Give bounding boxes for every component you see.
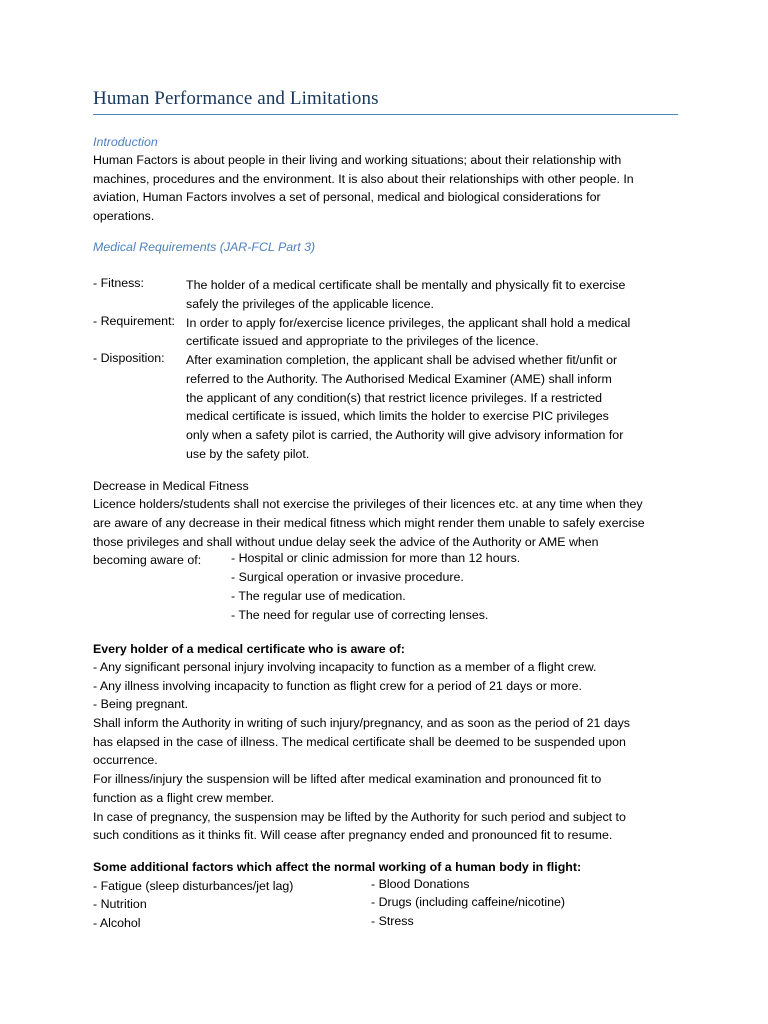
- holder-line: - Being pregnant.: [93, 697, 189, 711]
- holder-line: - Any illness involving incapacity to function as flight crew for a period of 21 days or more.: [93, 679, 582, 693]
- holder-line: In case of pregnancy, the suspension may be lifted by the Authority for such period and subject to: [93, 810, 626, 824]
- holder-heading: Every holder of a medical certificate who is aware of:: [93, 642, 405, 656]
- decrease-heading: Decrease in Medical Fitness: [93, 479, 249, 493]
- holder-line: Shall inform the Authority in writing of such injury/pregnancy, and as soon as the period of 21 days: [93, 716, 631, 730]
- intro-line: aviation, Human Factors involves a set of personal, medical and biological considerations for: [93, 190, 601, 204]
- decrease-bullet: - The need for regular use of correcting lenses.: [231, 608, 489, 622]
- intro-line: operations.: [93, 209, 155, 223]
- intro-line: machines, procedures and the environment. It is also about their relationships with other people. In: [93, 172, 634, 186]
- holder-line: occurrence.: [93, 753, 158, 767]
- requirement-label: - Requirement:: [93, 314, 175, 328]
- intro-line: Human Factors is about people in their living and working situations; about their relationship with: [93, 153, 622, 167]
- intro-heading: Introduction: [93, 135, 158, 149]
- fitness-label: - Fitness:: [93, 276, 144, 290]
- title-rule: [93, 114, 678, 115]
- decrease-bullet: - Surgical operation or invasive procedure.: [231, 570, 464, 584]
- factor-item: - Stress: [371, 914, 414, 928]
- disposition-text: the applicant of any condition(s) that restrict licence privileges. If a restricted: [186, 391, 602, 405]
- factor-item: - Alcohol: [93, 916, 141, 930]
- factor-item: - Fatigue (sleep disturbances/jet lag): [93, 879, 294, 893]
- requirement-text: In order to apply for/exercise licence privileges, the applicant shall hold a medical: [186, 316, 631, 330]
- fitness-text: The holder of a medical certificate shall be mentally and physically fit to exercise: [186, 278, 626, 292]
- holder-line: For illness/injury the suspension will be lifted after medical examination and pronounced fit to: [93, 772, 602, 786]
- disposition-text: referred to the Authority. The Authorised Medical Examiner (AME) shall inform: [186, 372, 612, 386]
- disposition-text: only when a safety pilot is carried, the Authority will give advisory information for: [186, 428, 624, 442]
- fitness-text: safely the privileges of the applicable licence.: [186, 297, 434, 311]
- disposition-text: After examination completion, the applicant shall be advised whether fit/unfit or: [186, 353, 618, 367]
- medical-heading: Medical Requirements (JAR-FCL Part 3): [93, 240, 316, 254]
- disposition-label: - Disposition:: [93, 351, 165, 365]
- disposition-text: medical certificate is issued, which limits the holder to exercise PIC privileges: [186, 409, 609, 423]
- factor-item: - Drugs (including caffeine/nicotine): [371, 895, 565, 909]
- decrease-bullet: - The regular use of medication.: [231, 589, 406, 603]
- holder-line: - Any significant personal injury involving incapacity to function as a member of a flight crew.: [93, 660, 597, 674]
- factor-item: - Blood Donations: [371, 877, 470, 891]
- holder-line: function as a flight crew member.: [93, 791, 275, 805]
- decrease-line: Licence holders/students shall not exercise the privileges of their licences etc. at any time when they: [93, 497, 643, 511]
- decrease-line: those privileges and shall without undue delay seek the advice of the Authority or AME when: [93, 535, 599, 549]
- decrease-bullet: - Hospital or clinic admission for more than 12 hours.: [231, 551, 521, 565]
- factor-item: - Nutrition: [93, 897, 147, 911]
- page-title: Human Performance and Limitations: [93, 88, 379, 109]
- disposition-text: use by the safety pilot.: [186, 447, 310, 461]
- decrease-line: becoming aware of:: [93, 553, 202, 567]
- holder-line: such conditions as it thinks fit. Will cease after pregnancy ended and pronounced fit to resume.: [93, 828, 613, 842]
- decrease-line: are aware of any decrease in their medical fitness which might render them unable to safely exercise: [93, 516, 645, 530]
- holder-line: has elapsed in the case of illness. The medical certificate shall be deemed to be suspended upon: [93, 735, 626, 749]
- requirement-text: certificate issued and appropriate to the privileges of the licence.: [186, 334, 539, 348]
- factors-heading: Some additional factors which affect the normal working of a human body in flight:: [93, 860, 582, 874]
